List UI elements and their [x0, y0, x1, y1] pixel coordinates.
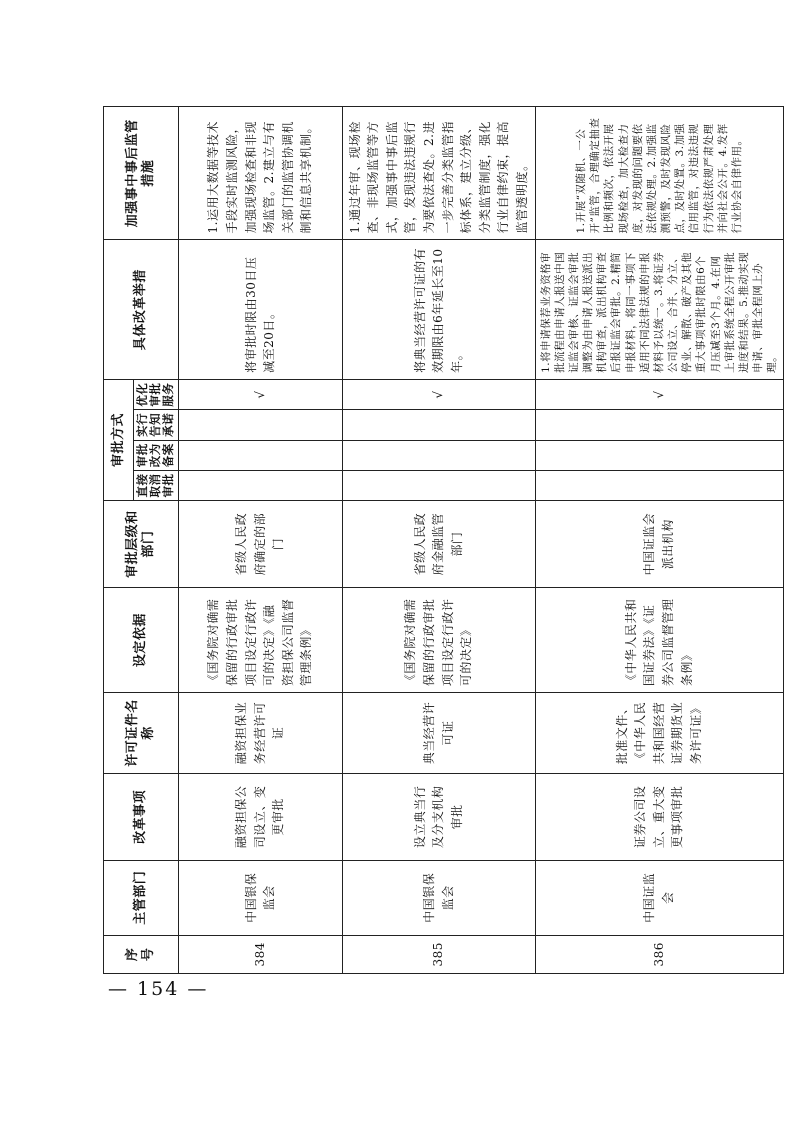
cell-approval-level: 省级人民政府确定的部门: [178, 501, 342, 588]
header-method-notify: 实行告知承诺: [134, 410, 179, 440]
cell-method-cancel: [178, 470, 342, 500]
cell-legal-basis: 《国务院对确需保留的行政审批项目设定行政许可的决定》《融资担保公司监督管理条例》: [178, 588, 342, 693]
cell-reform-item: 设立典当行及分支机构审批: [342, 773, 535, 860]
cell-reform-measures: 1.将申请保荐业务资格审批流程由申请人报送中国证监会审核、证监会审批调整为由申请人报送派出机构审查，派出机构审查后报证监会审批。2.精简申报材料，将同一事项下适用不同法律法规的申报材料予以统一。3.将证券公司设立、合并、分立、停业、解散、破产及其他重大事项审批时限由6个月压减至3个月。4.在网上审批系统全程公开审批进度和结果。5.推动实现申请、审批全程网上办理。: [535, 240, 783, 379]
cell-method-optimize: √: [535, 379, 783, 409]
cell-department: 中国证监会: [535, 860, 783, 935]
cell-department: 中国银保监会: [178, 860, 342, 935]
cell-supervision: 1.运用大数据等技术手段实时监测风险，加强现场检查和非现场监管。2.建立与有关部门的监管协调机制和信息共享机制。: [178, 107, 342, 240]
cell-license-name: 批准文件、《中华人民共和国经营证券期货业务许可证》: [535, 693, 783, 774]
cell-department: 中国银保监会: [342, 860, 535, 935]
header-supervision: 加强事中事后监管措施: [104, 107, 179, 240]
cell-legal-basis: 《国务院对确需保留的行政审批项目设定行政许可的决定》: [342, 588, 535, 693]
header-method-cancel: 直接取消审批: [134, 470, 179, 500]
table-row: [535, 107, 783, 974]
cell-supervision: 1.通过年审、现场检查、非现场监管等方式，加强事中事后监管，发现违法违规行为要依法查处。2.进一步完善分类监管指标体系，建立分级、分类监管制度，强化行业自律约束，提高监管透明度。: [342, 107, 535, 240]
cell-method-filing: [535, 440, 783, 470]
header-approval-level: 审批层级和部门: [104, 501, 179, 588]
cell-serial: 385: [342, 935, 535, 973]
cell-method-filing: [178, 440, 342, 470]
cell-method-cancel: [342, 470, 535, 500]
table-row: [342, 107, 535, 974]
approval-reform-table: [103, 106, 784, 974]
header-serial: 序号: [104, 935, 179, 973]
cell-reform-item: 证券公司设立、重大变更事项审批: [535, 773, 783, 860]
header-license-name: 许可证件名称: [104, 693, 179, 774]
cell-method-optimize: √: [178, 379, 342, 409]
table-row: [178, 107, 342, 974]
cell-approval-level: 省级人民政府金融监管部门: [342, 501, 535, 588]
cell-serial: 386: [535, 935, 783, 973]
header-reform-item: 改革事项: [104, 773, 179, 860]
cell-license-name: 典当经营许可证: [342, 693, 535, 774]
cell-method-optimize: √: [342, 379, 535, 409]
cell-supervision: 1.开展“双随机、一公开”监管，合理确定抽查比例和频次，依法开展现场检查，加大检查力度，对发现的问题要依法依规处理。2.加强监测预警，及时发现风险点，及时处置。3.加强信用监管，对违法违规行为依法依规严肃处理并向社会公开。4.发挥行业协会自律作用。: [535, 107, 783, 240]
cell-method-filing: [342, 440, 535, 470]
cell-legal-basis: 《中华人民共和国证券法》《证券公司监督管理条例》: [535, 588, 783, 693]
cell-reform-measures: 将审批时限由30日压减至20日。: [178, 240, 342, 379]
cell-approval-level: 中国证监会派出机构: [535, 501, 783, 588]
page-number: — 154 —: [108, 978, 209, 1000]
cell-method-notify: [535, 410, 783, 440]
rotated-table: [103, 106, 779, 974]
cell-method-cancel: [535, 470, 783, 500]
rotated-table-container: [103, 106, 779, 974]
cell-license-name: 融资担保业务经营许可证: [178, 693, 342, 774]
cell-method-notify: [342, 410, 535, 440]
header-department: 主管部门: [104, 860, 179, 935]
cell-serial: 384: [178, 935, 342, 973]
cell-reform-measures: 将典当经营许可证的有效期限由6年延长至10年。: [342, 240, 535, 379]
header-legal-basis: 设定依据: [104, 588, 179, 693]
cell-reform-item: 融资担保公司设立、变更审批: [178, 773, 342, 860]
header-approval-method: 审批方式: [104, 379, 134, 500]
header-reform-measures: 具体改革举措: [104, 240, 179, 379]
header-method-optimize: 优化审批服务: [134, 379, 179, 409]
cell-method-notify: [178, 410, 342, 440]
header-method-filing: 审批改为备案: [134, 440, 179, 470]
